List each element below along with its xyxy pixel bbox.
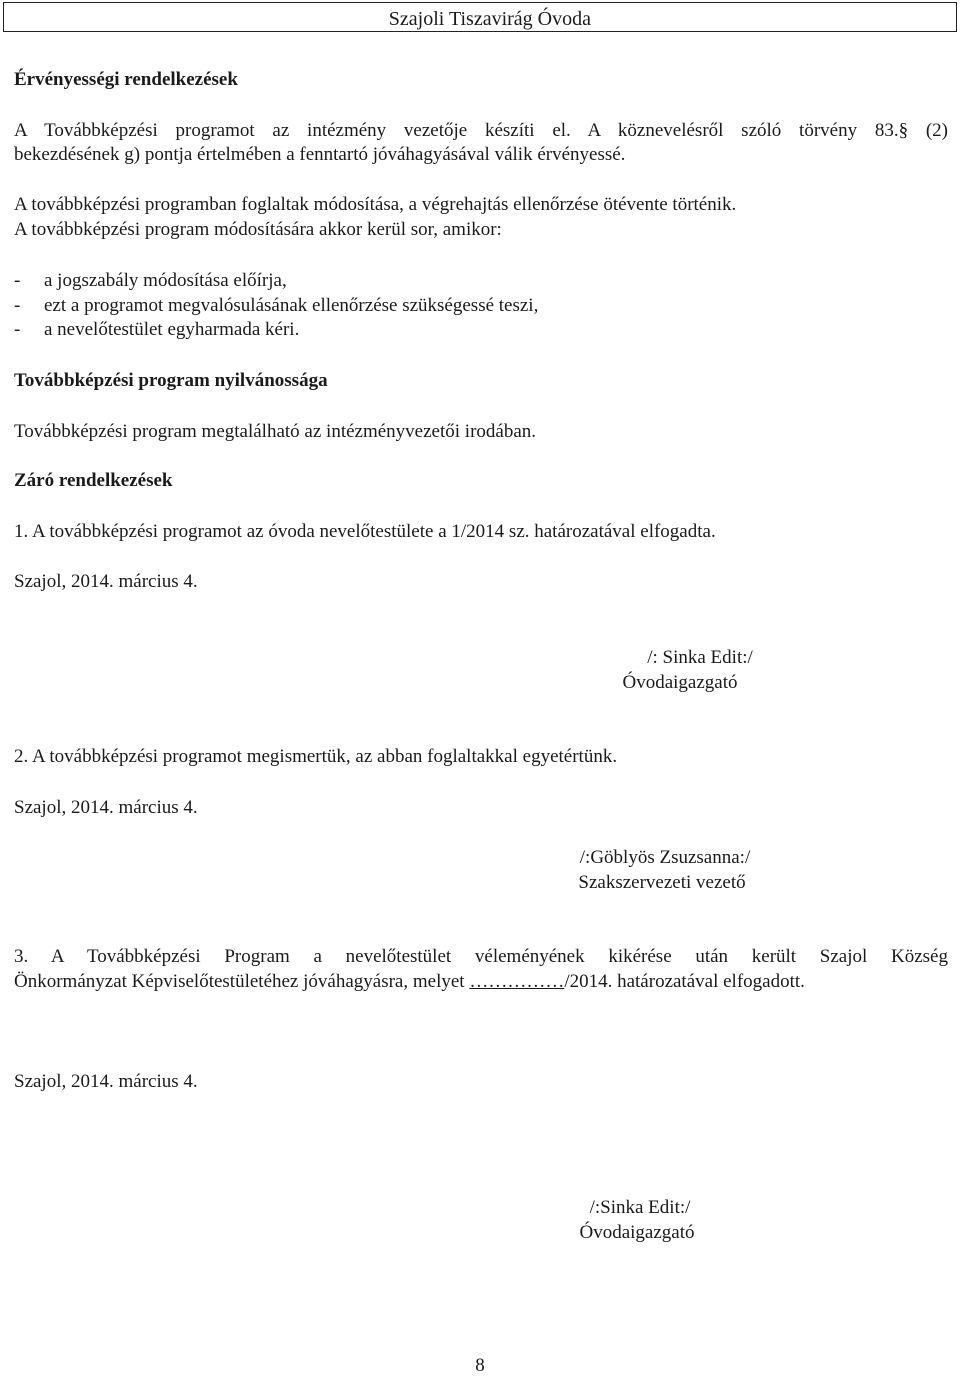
list-bullet: - bbox=[14, 270, 21, 291]
item-3-text-b: /2014. határozatával elfogadott. bbox=[564, 971, 805, 992]
validity-para3: A továbbképzési program módosítására akkor kerül sor, amikor: bbox=[14, 219, 502, 240]
publicity-heading: Továbbképzési program nyilvánossága bbox=[14, 370, 328, 391]
validity-para1-line1: A Továbbképzési programot az intézmény vezetője készíti el. A köznevelésről szóló törvény 83.§ (2) bbox=[14, 120, 948, 141]
list-item: ezt a programot megvalósulásának ellenőrzése szükségessé teszi, bbox=[44, 295, 539, 316]
signature-role-1: Óvodaigazgató bbox=[622, 672, 738, 693]
list-item: a jogszabály módosítása előírja, bbox=[44, 270, 287, 291]
signature-name-3: /:Sinka Edit:/ bbox=[589, 1197, 691, 1218]
signature-name-2: /:Göblyös Zsuzsanna:/ bbox=[579, 847, 751, 868]
closing-item-1: 1. A továbbképzési programot az óvoda nevelőtestülete a 1/2014 sz. határozatával elfogadta. bbox=[14, 521, 716, 542]
approval-number-blank: …………… bbox=[469, 971, 565, 992]
publicity-text: Továbbképzési program megtalálható az intézményvezetői irodában. bbox=[14, 421, 537, 442]
list-bullet: - bbox=[14, 319, 21, 340]
closing-heading: Záró rendelkezések bbox=[14, 470, 173, 491]
page-number: 8 bbox=[475, 1355, 485, 1376]
item-3-text-a: Önkormányzat Képviselőtestületéhez jóváhagyásra, melyet bbox=[14, 971, 470, 992]
signature-role-2: Szakszervezeti vezető bbox=[578, 872, 746, 893]
signature-name-1: /: Sinka Edit:/ bbox=[647, 647, 753, 668]
closing-item-3-line1: 3. A Továbbképzési Program a nevelőtestület véleményének kikérése után került Szajol Község bbox=[14, 946, 948, 967]
validity-para2: A továbbképzési programban foglaltak módosítása, a végrehajtás ellenőrzése ötévente történik. bbox=[14, 194, 737, 215]
closing-date-3: Szajol, 2014. március 4. bbox=[14, 1071, 198, 1092]
header-title: Szajoli Tiszavirág Óvoda bbox=[388, 8, 591, 30]
validity-para1-line2: bekezdésének g) pontja értelmében a fenntartó jóváhagyásával válik érvényessé. bbox=[14, 144, 626, 165]
page-header bbox=[3, 2, 957, 32]
closing-date-2: Szajol, 2014. március 4. bbox=[14, 797, 198, 818]
closing-date-1: Szajol, 2014. március 4. bbox=[14, 571, 198, 592]
closing-item-3-line2 bbox=[14, 970, 948, 994]
closing-item-2: 2. A továbbképzési programot megismertük, az abban foglaltakkal egyetértünk. bbox=[14, 746, 618, 767]
signature-role-3: Óvodaigazgató bbox=[579, 1222, 695, 1243]
validity-heading: Érvényességi rendelkezések bbox=[14, 69, 238, 90]
list-bullet: - bbox=[14, 295, 21, 316]
list-item: a nevelőtestület egyharmada kéri. bbox=[44, 319, 300, 340]
